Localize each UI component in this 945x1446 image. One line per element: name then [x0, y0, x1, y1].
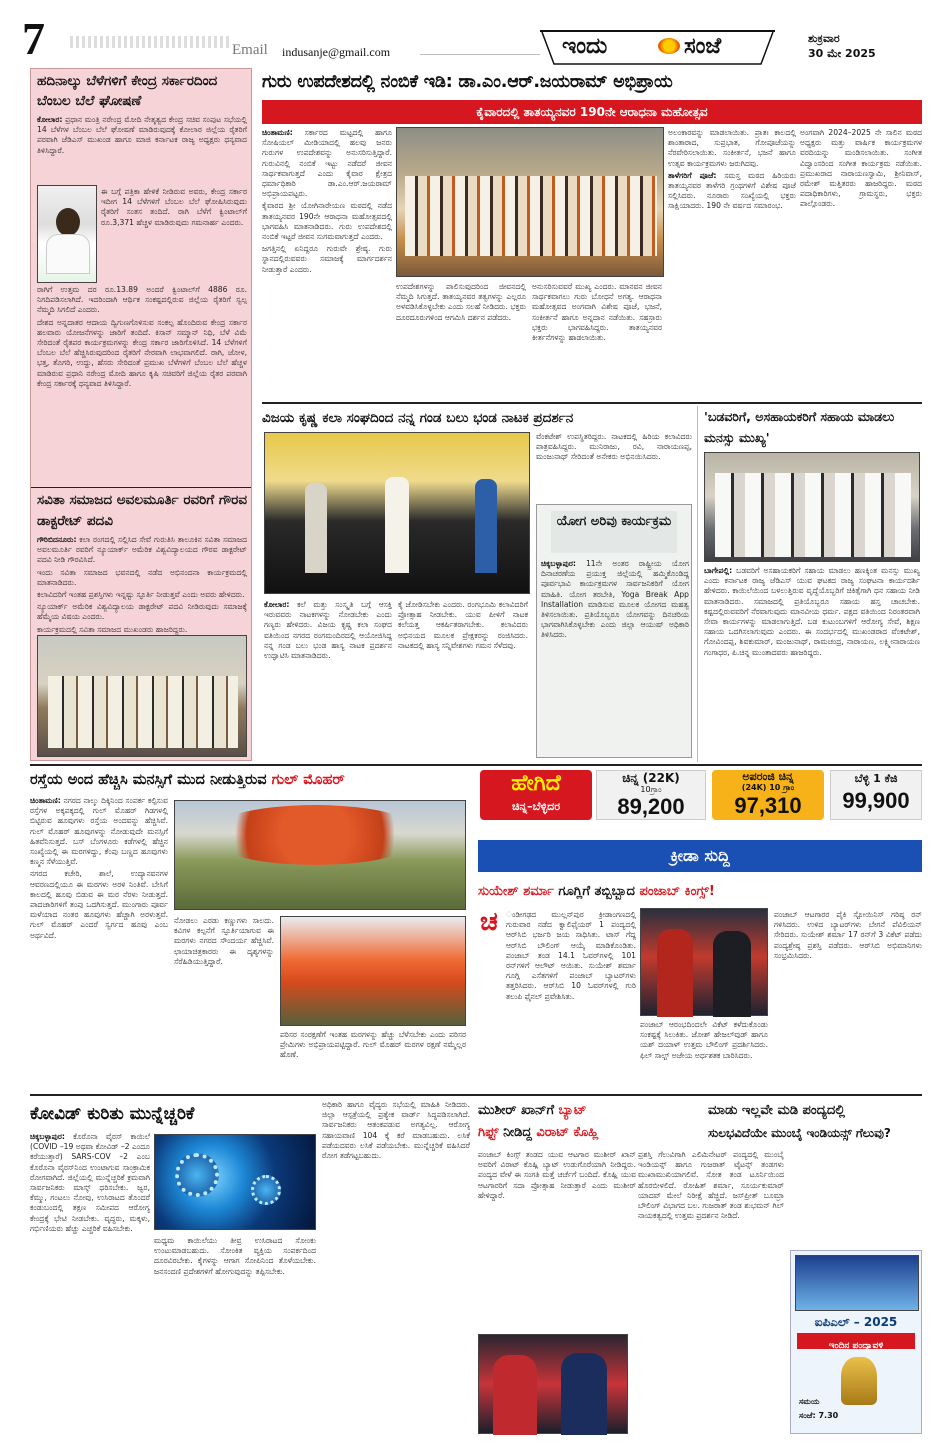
page-number: 7 — [22, 13, 45, 64]
left-column — [30, 68, 252, 761]
ipl-ad-sub: ಇಂದಿನ ಪಂದ್ಯಾವಳಿ — [828, 1341, 884, 1351]
drama-actor-2 — [385, 477, 409, 573]
left1-body-side — [101, 187, 247, 281]
group-figures — [48, 676, 238, 748]
lead-col2 — [396, 282, 526, 400]
gulmohar-headline-main: ರಸ್ತೆಯ ಅಂದ ಹೆಚ್ಚಿಸಿ ಮನಸ್ಸಿಗೆ ಮುದ ನೀಡುತ್ತಿರುವ — [30, 772, 267, 788]
lead-talk-label: ತಾಳೆಗರಿಗೆ ಪೂಜೆ: — [668, 170, 717, 180]
yoga-box — [536, 504, 692, 758]
drama-c1: ಕಲೆ ಮತ್ತು ಸಂಸ್ಕೃತಿ ಬಗ್ಗೆ ಆಸಕ್ತಿ ಇರುವವರು ನಾಟಕಗಳನ್ನು ನೋಡಬೇಕು ಎಂದು ಗಣ್ಯರು ಹೇಳಿದರು. ವಿಜಯ ಕೃಷ್ಣ ಕಲಾ ಸಂಘದ ವತಿಯಿಂದ ನಗರದ ರಂಗಮಂದಿರದಲ್ಲಿ ಆಯೋಜಿಸಿದ್ದ ನನ್ನ ಗಂಡ ಬಲು ಭಂಡ ಹಾಸ್ಯ ನಾಟಕ ಪ್ರದರ್ಶನ ಉದ್ಘಾಟಿಸಿ ಮಾತನಾಡಿದರು. — [264, 600, 392, 661]
lead-c1c: ಜಗತ್ತಿನಲ್ಲಿ ಏನಿದ್ದರೂ ಗುರುವೇ ಶ್ರೇಷ್ಠ. ಗುರು ಸ್ಥಾನದಲ್ಲಿರುವವರು ಸಮಾಜಕ್ಕೆ ಮಾರ್ಗದರ್ಶನ ನೀಡುತ್ತಾರೆ ಎಂದರು. — [262, 244, 392, 274]
masthead-weekday: ಶುಕ್ರವಾರ — [808, 32, 840, 45]
gulmohar-headline — [30, 768, 470, 792]
mid-rule — [30, 764, 922, 766]
ipl-ad-sub-bar — [797, 1333, 915, 1349]
logo-text-right: ಸಂಜೆ — [684, 34, 722, 59]
virus-icon-2 — [251, 1175, 281, 1205]
gulmohar-blossoms — [205, 805, 425, 865]
lead-headline: ಗುರು ಉಪದೇಶದಲ್ಲಿ ನಂಬಿಕೆ ಇಡಿ: ಡಾ.ಎಂ.ಆರ್.ಜಯರಾಮ್ ಅಭಿಪ್ರಾಯ — [262, 72, 673, 92]
gulmohar-col1 — [30, 796, 168, 1086]
lead-dateline: ಚಿಂತಾಮಣಿ: — [262, 128, 293, 137]
yoga-headline: ಯೋಗ ಅರಿವು ಕಾರ್ಯಕ್ರಮ — [556, 514, 672, 529]
drama-c2: ಕೈ ಜೋಡಿಸಬೇಕು ಎಂದರು. ರಂಗಭೂಮಿ ಕಲಾವಿದರಿಗೆ ಪ್ರೋತ್ಸಾಹ ನೀಡಬೇಕು. ಯುವ ಪೀಳಿಗೆ ನಾಟಕ ಕಲೆಯತ್ತ ಆಕರ್ಷಿತರಾಗಬೇಕು. ಕಲಾವಿದರು ಅಭಿನಯದ ಮೂಲಕ ಪ್ರೇಕ್ಷಕರನ್ನು ರಂಜಿಸಿದರು. ನಾಟಕದಲ್ಲಿ ಹಾಸ್ಯ ಸನ್ನಿವೇಶಗಳು ಗಮನ ಸೆಳೆದವು. — [398, 600, 528, 650]
gold-24k-label: ಅಪರಂಜಿ ಚಿನ್ನ — [742, 770, 794, 783]
portrait-face — [56, 208, 80, 236]
virat-headline-d: ನೀಡಿದ್ದ — [498, 1125, 537, 1140]
virat-headline-e: ವಿರಾಟ್ ಕೊಹ್ಲಿ — [536, 1125, 599, 1140]
gold-22k-unit: 10ಗ್ರಾಂ — [640, 785, 662, 794]
gulmohar-dateline: ಚಿಂತಾಮಣಿ: — [30, 796, 61, 805]
lead-col5 — [800, 128, 922, 400]
logo-text-left: ಇಂದು — [562, 34, 608, 59]
drama-photo — [264, 432, 530, 594]
sports-col1 — [506, 910, 636, 1090]
covid-dateline: ಚಿಕ್ಕಬಳ್ಳಾಪುರ: — [30, 1132, 65, 1141]
sports-c3: ಪಂಜಾಬ್ ಆಟಗಾರರ ಪೈಕಿ ಸ್ಟೋಯಿನಿಸ್ ಗರಿಷ್ಠ ರನ್ ಗಳಿಸಿದರು. ಉಳಿದ ಬ್ಯಾಟರ್‌ಗಳು ಬೇಗನೆ ಪೆವಿಲಿಯನ್ ಸೇರಿದರು. ಸುಯೇಶ್ ಶರ್ಮಾ 17 ರನ್‌ಗೆ 3 ವಿಕೆಟ್ ಪಡೆದು ಪಂದ್ಯಶ್ರೇಷ್ಠ ಪ್ರಶಸ್ತಿ ಪಡೆದರು. ಆರ್‌ಸಿಬಿ ಅಭಿಮಾನಿಗಳು ಸಂಭ್ರಮಿಸಿದರು. — [774, 910, 922, 960]
drama-headline: ವಿಜಯ ಕೃಷ್ಣ ಕಲಾ ಸಂಘದಿಂದ ನನ್ನ ಗಂಡ ಬಲು ಭಂಡ ನಾಟಕ ಪ್ರದರ್ಶನ — [262, 410, 574, 426]
portrait-body — [46, 234, 90, 274]
lead-photo-crowd — [405, 176, 657, 256]
gulmohar-headline-accent: ಗುಲ್ ಮೊಹರ್ — [271, 772, 345, 788]
drama-col3 — [536, 432, 692, 502]
sports-headline — [478, 880, 922, 904]
virat-photo — [478, 1334, 628, 1434]
left1-body-bottom — [37, 285, 247, 483]
gold-title-box — [480, 770, 592, 820]
drama-c3: ವೆಂಕಟೇಶ್ ಉಪಸ್ಥಿತರಿದ್ದರು. ನಾಟಕದಲ್ಲಿ ಹಿರಿಯ ಕಲಾವಿದರು ಪಾತ್ರವಹಿಸಿದ್ದರು. ಮುನಿರಾಜು, ರವಿ, ನಾರಾಯಣಪ್ಪ, ಮಂಜುನಾಥ್ ಸೇರಿದಂತೆ ಅನೇಕರು ಅಭಿನಯಿಸಿದರು. — [536, 432, 692, 462]
covid-col1 — [30, 1132, 150, 1432]
covid-virus-image — [154, 1134, 316, 1230]
virat-headline-a: ಮುಶೀರ್ ಖಾನ್‌ಗೆ — [478, 1103, 555, 1118]
left2-p2: ಇಂದು ಸವಿತಾ ಸಮಾಜದ ಭವನದಲ್ಲಿ ನಡೆದ ಅಭಿನಂದನಾ ಕಾರ್ಯಕ್ರಮದಲ್ಲಿ ಮಾತನಾಡಿದರು. — [37, 567, 247, 587]
left1-p2: ಈ ಬಗ್ಗೆ ಪತ್ರಿಕಾ ಹೇಳಿಕೆ ನೀಡಿರುವ ಅವರು, ಕೇಂದ್ರ ಸರ್ಕಾರ ಇದೀಗ 14 ಬೆಳೆಗಳಿಗೆ ಬೆಂಬಲ ಬೆಲೆ ಘೋಷಿಸಿರುವುದು ರೈತರಿಗೆ ಸಂತಸ ತಂದಿದೆ. ರಾಗಿ ಬೆಳೆಗೆ ಕ್ವಿಂಟಾಲ್‌ಗೆ ರೂ.3,371 ಹೆಚ್ಚಳ ಮಾಡಿರುವುದು ಗಮನಾರ್ಹ ಎಂದರು. — [101, 187, 247, 227]
lead-c1: ಸರ್ಕಾರದ ಮಟ್ಟದಲ್ಲಿ ಹಾಗೂ ಸೋಷಿಯಲ್ ಮೀಡಿಯಾದಲ್ಲಿ ಹಲವು ಜನರು ಗುರುಗಳ ಉಪದೇಶವನ್ನು ಅನುಸರಿಸುತ್ತಿದ್ದಾರೆ. ಗುರುವಿನಲ್ಲಿ ನಂಬಿಕೆ ಇಟ್ಟು ನಡೆದರೆ ಜೀವನ ಸಾರ್ಥಕವಾಗುತ್ತದೆ ಎಂದು ಕೈವಾರ ಕ್ಷೇತ್ರದ ಧರ್ಮಾಧಿಕಾರಿ ಡಾ.ಎಂ.ಆರ್.ಜಯರಾಮ್ ಅಭಿಪ್ರಾಯಪಟ್ಟರು. — [262, 128, 392, 199]
virat-headline-c: ಗಿಫ್ಟ್ — [478, 1125, 499, 1140]
lead-c4: ಅಲಂಕಾರವನ್ನು ಮಾಡಲಾಯಿತು. ಪ್ರಾತಃ ಕಾಲದಲ್ಲಿ ಶಾಂತಾರಾದ, ಸುಪ್ರಭಾತ, ಗೋಪೂಜೆಯನ್ನು ನೆರವೇರಿಸಲಾಯಿತು. ಸಂಕೀರ್ತನೆ, ಭಜನೆ ಹಾಗೂ ಉತ್ಸವ ಕಾರ್ಯಕ್ರಮಗಳು ಜರುಗಿದವು. — [668, 128, 796, 168]
politician-photo — [37, 185, 97, 283]
help-text: ಬಡವರಿಗೆ ಅಸಹಾಯಕರಿಗೆ ಸಹಾಯ ಮಾಡಲು ಹಣಕ್ಕಿಂತ ಮನಸ್ಸು ಮುಖ್ಯ ಎಂದು ಕರ್ನಾಟಕ ರಾಜ್ಯ ಜೆಡಿಎಸ್ ಯುವ ಘಟಕದ ರಾಜ್ಯ ಸಂಘಟನಾ ಕಾರ್ಯದರ್ಶಿ ಹೇಳಿದರು. ಕಾಯಿಲೆಯಿಂದ ಬಳಲುತ್ತಿರುವ ವೃದ್ಧೆಯೊಬ್ಬರಿಗೆ ಚಿಕಿತ್ಸೆಗಾಗಿ ಧನ ಸಹಾಯ ನೀಡಿ ಮಾತನಾಡಿದರು. ಸಮಾಜದಲ್ಲಿ ಪ್ರತಿಯೊಬ್ಬರೂ ಸಹಾಯ ಹಸ್ತ ಚಾಚಬೇಕು. ಕಷ್ಟದಲ್ಲಿರುವವರಿಗೆ ನೆರವಾಗುವುದು ಮಾನವೀಯ ಧರ್ಮ. ಪಕ್ಷದ ವತಿಯಿಂದ ನಿರಂತರವಾಗಿ ಸೇವಾ ಕಾರ್ಯಗಳನ್ನು ಮಾಡಲಾಗುತ್ತಿದೆ. ಬಡ ಕುಟುಂಬಗಳಿಗೆ ಆರೋಗ್ಯ ಸೇವೆ, ಶಿಕ್ಷಣ ಸಹಾಯ ಒದಗಿಸಲಾಗುವುದು ಎಂದರು. ಈ ಸಂದರ್ಭದಲ್ಲಿ ಮುಖಂಡರಾದ ವೆಂಕಟೇಶ್, ಗೋವಿಂದಪ್ಪ, ಶಿವಕುಮಾರ್, ಮಂಜುನಾಥ್, ರಾಮಚಂದ್ರ, ನಾರಾಯಣ, ಲಕ್ಷ್ಮೀನಾರಾಯಣ ಗಂಗಾಧರ, ಪಿ.ಚಿನ್ನ ಮುಂತಾದವರು ಹಾಜರಿದ್ದರು. — [704, 566, 920, 657]
mumbai-headline — [708, 1100, 922, 1144]
lead-col3 — [532, 282, 662, 400]
virat-headline — [478, 1100, 698, 1144]
help-photo-people — [715, 473, 911, 557]
sports-c1: ಂಡೀಗಢದ ಮುಲ್ಲನ್‌ಪುರ ಕ್ರೀಡಾಂಗಣದಲ್ಲಿ ಗುರುವಾರ ನಡೆದ ಕ್ವಾಲಿಫೈಯರ್ 1 ಪಂದ್ಯದಲ್ಲಿ ಆರ್‌ಸಿಬಿ ಭರ್ಜರಿ ಜಯ ಸಾಧಿಸಿತು. ಟಾಸ್ ಗೆದ್ದ ಆರ್‌ಸಿಬಿ ಬೌಲಿಂಗ್ ಆಯ್ಕೆ ಮಾಡಿಕೊಂಡಿತು. ಪಂಜಾಬ್ ತಂಡ 14.1 ಓವರ್‌ಗಳಲ್ಲಿ 101 ರನ್‌ಗಳಿಗೆ ಆಲೌಟ್ ಆಯಿತು. ಸುಯೇಶ್ ಶರ್ಮಾ ಗೂಗ್ಲಿ ಎಸೆತಗಳಿಗೆ ಪಂಜಾಬ್ ಬ್ಯಾಟರ್‌ಗಳು ತತ್ತರಿಸಿದರು. ಆರ್‌ಸಿಬಿ 10 ಓವರ್‌ಗಳಲ್ಲಿ ಗುರಿ ತಲುಪಿ ಫೈನಲ್ ಪ್ರವೇಶಿಸಿತು. — [506, 910, 636, 1001]
virat-player-1 — [493, 1355, 537, 1435]
gulmohar-c1b: ನಗರದ ಕಚೇರಿ, ಶಾಲೆ, ಉದ್ಯಾನವನಗಳ ಆವರಣದಲ್ಲಿಯೂ ಈ ಮರಗಳು ಅರಳಿ ನಿಂತಿವೆ. ಬೇಸಿಗೆ ಕಾಲದಲ್ಲಿ ಹೂವು ಬಿಡುವ ಈ ಮರ ನೆರಳು ನೀಡುತ್ತದೆ. ಪಾದಚಾರಿಗಳಿಗೆ ತಂಪು ಒದಗಿಸುತ್ತದೆ. ಮುಂಗಾರು ಪೂರ್ವ ಮಳೆಯಾದ ನಂತರ ಹೂವುಗಳು ಹೆಚ್ಚಾಗಿ ಅರಳುತ್ತವೆ. ಗುಲ್ ಮೊಹರ್ ಎಂದರೆ ಸ್ವರ್ಗದ ಹೂವು ಎಂಬ ಅರ್ಥವಿದೆ. — [30, 869, 168, 940]
sports-col3 — [774, 910, 922, 1090]
sports-headline-b: ಗೂಗ್ಲಿಗೆ ತಬ್ಬಿಬ್ಬಾದ — [553, 884, 640, 899]
left1-dateline: ಕೋಲಾರ: — [37, 115, 63, 124]
lead-c5: ಅಂಗವಾಗಿ 2024–2025 ನೇ ಸಾಲಿನ ಮಠದ ಅಧ್ಯಕ್ಷರು ಮತ್ತು ವಾರ್ಷಿಕ ಕಾರ್ಯಕ್ರಮಗಳ ವರದಿಯನ್ನು ಮಂಡಿಸಲಾಯಿತು. ಸಂಗೀತ ವಿದ್ವಾಂಸರಿಂದ ಸಂಗೀತ ಕಾರ್ಯಕ್ರಮ ನಡೆಯಿತು. ಪ್ರಮುಖರಾದ ನಾರಾಯಣಸ್ವಾಮಿ, ಶ್ರೀನಿವಾಸ್, ರಮೇಶ್ ಮತ್ತಿತರರು ಹಾಜರಿದ್ದರು. ಮಠದ ಪದಾಧಿಕಾರಿಗಳು, ಗ್ರಾಮಸ್ಥರು, ಭಕ್ತರು ಪಾಲ್ಗೊಂಡರು. — [800, 128, 922, 209]
drama-col1 — [264, 600, 392, 758]
felicitation-photo — [37, 635, 247, 757]
lead-c1b: ಕೈವಾರದ ಶ್ರೀ ಯೋಗಿನಾರೇಯಣ ಮಠದಲ್ಲಿ ನಡೆದ ತಾತಯ್ಯನವರ 190ನೇ ಆರಾಧನಾ ಮಹೋತ್ಸವದಲ್ಲಿ ಭಾಗವಹಿಸಿ ಮಾತನಾಡಿದರು. ಗುರು ಉಪದೇಶದಲ್ಲಿ ನಂಬಿಕೆ ಇಟ್ಟರೆ ಜೀವನ ಸುಗಮವಾಗುತ್ತದೆ ಎಂದರು. — [262, 201, 392, 242]
yoga-text: 11ನೇ ಅಂತರ ರಾಷ್ಟ್ರೀಯ ಯೋಗ ದಿನಾಚರಣೆಯ ಪ್ರಯುಕ್ತ ಜಿಲ್ಲೆಯಲ್ಲಿ ಹಮ್ಮಿಕೊಂಡಿದ್ದ ಪೂರ್ವಭಾವಿ ಕಾರ್ಯಕ್ರಮಗಳ ಸಾರ್ವಜನಿಕರಿಗೆ ಯೋಗ ಮಾಹಿತಿ. ಯೋಗ ತರಬೇತಿ, Yoga Break App Installation ಮಾಡಿಸುವ ಮೂಲಕ ಯೋಗದ ಮಹತ್ವ ತಿಳಿಸಲಾಯಿತು. ಪ್ರತಿಯೊಬ್ಬರೂ ಯೋಗವನ್ನು ದಿನಚರಿಯ ಭಾಗವಾಗಿಸಿಕೊಳ್ಳಬೇಕು ಎಂದು ಜಿಲ್ಲಾ ಆಯುಷ್ ಅಧಿಕಾರಿ ತಿಳಿಸಿದರು. — [541, 559, 689, 640]
yoga-body — [541, 559, 689, 755]
gulmohar-photo-bottom — [280, 916, 466, 1026]
sports-headline-a: ಸುಯೇಶ್ ಶರ್ಮಾ — [478, 884, 554, 899]
gulmohar-c1: ನಗರದ ನಾಲ್ಕು ದಿಕ್ಕಿನಿಂದ ಸಂಪರ್ಕ ಕಲ್ಪಿಸುವ ರಸ್ತೆಗಳ ಅಕ್ಕಪಕ್ಕದಲ್ಲಿ ಗುಲ್ ಮೊಹರ್ ಗಿಡಗಳಲ್ಲಿ ಬಿಟ್ಟಿರುವ ಹೂವುಗಳು ರಸ್ತೆಯ ಅಂದವನ್ನು ಹೆಚ್ಚಿಸಿವೆ. ಗುಲ್ ಮೊಹರ್ ಹೂವುಗಳನ್ನು ನೋಡುವುದೇ ಮನಸ್ಸಿಗೆ ಹಿತವೆನಿಸುತ್ತದೆ. ಬಸ್ ಬೆಂಗಳೂರು ಕಡೆಗಳಲ್ಲಿ ಹೆಚ್ಚಿನ ಸಂಖ್ಯೆಯಲ್ಲಿ ಈ ಮರಗಳಿದ್ದು, ಕೆಂಪು ಬಣ್ಣದ ಹೂವುಗಳು ಕಣ್ಮನ ಸೆಳೆಯುತ್ತಿವೆ. — [30, 796, 168, 867]
sports-dropcap: ಚ — [480, 907, 498, 937]
covid-col3 — [322, 1100, 470, 1432]
yoga-dateline: ಚಿಕ್ಕಬಳ್ಳಾಪುರ: — [541, 559, 576, 568]
drama-actor-1 — [305, 483, 327, 573]
left1-headline: ಹದಿನಾಲ್ಕು ಬೆಳೆಗಳಿಗೆ ಕೇಂದ್ರ ಸರ್ಕಾರದಿಂದ ಬೆಂಬಲ ಬೆಲೆ ಘೋಷಣೆ — [37, 73, 218, 109]
player-1 — [657, 929, 693, 1017]
ipl-ad-time: ಸಂಜೆ: 7.30 — [799, 1411, 839, 1420]
virat-text: ಪಂಜಾಬ್ ಕಿಂಗ್ಸ್ ತಂಡದ ಯುವ ಆಟಗಾರ ಮುಶೀರ್ ಖಾನ್ ಅವರಿಗೆ ವಿರಾಟ್ ಕೊಹ್ಲಿ ಬ್ಯಾಟ್ ಉಡುಗೊರೆಯಾಗಿ ನೀಡಿದ್ದರು. ಪಂದ್ಯದ ವೇಳೆ ಈ ಸಂಗತಿ ಮತ್ತೆ ಚರ್ಚೆಗೆ ಬಂದಿದೆ. ಕೊಹ್ಲಿ ಯುವ ಆಟಗಾರರಿಗೆ ಸದಾ ಪ್ರೋತ್ಸಾಹ ನೀಡುತ್ತಾರೆ ಎಂದು ಮುಶೀರ್ ಹೇಳಿದ್ದಾರೆ. — [478, 1150, 636, 1200]
drama-divider — [697, 406, 698, 762]
masthead-logo — [540, 30, 775, 64]
lead-photo — [396, 127, 664, 277]
drama-dateline: ಕೋಲಾರ: — [264, 600, 290, 609]
covid-c3: ಅಧಿಕಾರಿ ಹಾಗೂ ವೈದ್ಯರು ಸಭೆಯಲ್ಲಿ ಮಾಹಿತಿ ನೀಡಿದರು. ಜಿಲ್ಲಾ ಆಸ್ಪತ್ರೆಯಲ್ಲಿ ಪ್ರತ್ಯೇಕ ವಾರ್ಡ್ ಸಿದ್ಧಪಡಿಸಲಾಗಿದೆ. ಸಾರ್ವಜನಿಕರು ಆತಂಕಪಡುವ ಅಗತ್ಯವಿಲ್ಲ. ಆರೋಗ್ಯ ಸಹಾಯವಾಣಿ 104 ಕ್ಕೆ ಕರೆ ಮಾಡಬಹುದು. ಲಸಿಕೆ ಪಡೆಯದವರು ಲಸಿಕೆ ಪಡೆಯಬೇಕು. ಮುನ್ನೆಚ್ಚರಿಕೆ ವಹಿಸಿದರೆ ರೋಗ ತಡೆಗಟ್ಟಬಹುದು. — [322, 1100, 470, 1161]
covid-headline: ಕೋವಿಡ್ ಕುರಿತು ಮುನ್ನೆಚ್ಚರಿಕೆ — [30, 1104, 195, 1124]
sports-headline-c: ಪಂಜಾಬ್ ಕಿಂಗ್ಸ್! — [639, 884, 715, 899]
ipl-trophy-icon — [841, 1357, 877, 1405]
covid-c1: ಕೊರೊನಾ ವೈರಸ್ ಕಾಯಿಲೆ (COVID –19 ಅಥವಾ ಕೋವಿಡ್ –2 ಎಂದೂ ಕರೆಯುತ್ತಾರೆ) SARS-COV –2 ಎಂಬ ಕೊರೊನಾ ವೈರಸ್‌ನಿಂದ ಉಂಟಾಗುವ ಸಾಂಕ್ರಾಮಿಕ ರೋಗವಾಗಿದೆ. ಜಿಲ್ಲೆಯಲ್ಲಿ ಮುನ್ನೆಚ್ಚರಿಕೆ ಕ್ರಮವಾಗಿ ಸಾರ್ವಜನಿಕರು ಮಾಸ್ಕ್ ಧರಿಸಬೇಕು. ಜ್ವರ, ಕೆಮ್ಮು, ಗಂಟಲು ನೋವು, ಉಸಿರಾಟದ ತೊಂದರೆ ಕಂಡುಬಂದಲ್ಲಿ ತಕ್ಷಣ ಸಮೀಪದ ಆರೋಗ್ಯ ಕೇಂದ್ರಕ್ಕೆ ಭೇಟಿ ನೀಡಬೇಕು. ವೃದ್ಧರು, ಮಕ್ಕಳು, ಗರ್ಭಿಣಿಯರು ಹೆಚ್ಚು ಎಚ್ಚರಿಕೆ ವಹಿಸಬೇಕು. — [30, 1132, 150, 1233]
sports-col2 — [640, 1020, 768, 1090]
covid-col2 — [154, 1236, 316, 1432]
left2-headline: ಸವಿತಾ ಸಮಾಜದ ಅವಲಮೂರ್ತಿ ರವರಿಗೆ ಗೌರವ ಡಾಕ್ಟರೇಟ್ ಪದವಿ — [37, 492, 247, 529]
lead-col4 — [668, 128, 796, 400]
covid-c2: ಮಧ್ಯಮ ಕಾಯಿಲೆಯು ತೀವ್ರ ಉಸಿರಾಟದ ಸೋಂಕು ಉಂಟುಮಾಡಬಹುದು. ಸೋಂಕಿತ ವ್ಯಕ್ತಿಯ ಸಂಪರ್ಕದಿಂದ ದೂರವಿರಬೇಕು. ಕೈಗಳನ್ನು ಆಗಾಗ ಸೋಪಿನಿಂದ ತೊಳೆಯಬೇಕು. ಜನಸಂದಣಿ ಪ್ರದೇಶಗಳಿಗೆ ಹೋಗುವುದನ್ನು ತಪ್ಪಿಸಬೇಕು. — [154, 1236, 316, 1276]
lead-bottom-rule — [262, 402, 922, 404]
ipl-ad-title: ಐಪಿಎಲ್ – 2025 — [814, 1315, 898, 1329]
lead-c4b: ಸಮಸ್ತ ಮಠದ ಹಿರಿಯರು ತಾತಯ್ಯನವರ ತಾಳೆಗರಿ ಗ್ರಂಥಗಳಿಗೆ ವಿಶೇಷ ಪೂಜೆ ಸಲ್ಲಿಸಿದರು. ನೂರಾರು ಸಂಖ್ಯೆಯಲ್ಲಿ ಭಕ್ತರು ಸಾಕ್ಷಿಯಾದರು. 190 ನೇ ವರ್ಷದ ಸಮಾರಂಭ. — [668, 170, 796, 211]
sports-banner — [478, 840, 922, 872]
lower-rule — [30, 1094, 922, 1096]
email-icon — [70, 36, 230, 48]
left-divider — [31, 487, 251, 488]
ipl-ad-players — [795, 1255, 919, 1311]
silver-card — [830, 770, 922, 820]
lead-subhead-bar — [262, 100, 922, 124]
sports-c2: ಪಂಜಾಬ್ ಆರಂಭದಿಂದಲೇ ವಿಕೆಟ್ ಕಳೆದುಕೊಂಡು ಸಂಕಷ್ಟಕ್ಕೆ ಸಿಲುಕಿತು. ಜೋಶ್ ಹೇಜಲ್‌ವುಡ್ ಹಾಗೂ ಯಶ್ ದಯಾಳ್ ಉತ್ತಮ ಬೌಲಿಂಗ್ ಪ್ರದರ್ಶಿಸಿದರು. ಫಿಲ್ ಸಾಲ್ಟ್ ಅಜೇಯ ಅರ್ಧಶತಕ ಬಾರಿಸಿದರು. — [640, 1020, 768, 1060]
left1-p3: ರಾಗಿಗೆ ಉತ್ತಮ ದರ ರೂ.13.89 ಅಂದರೆ ಕ್ವಿಂಟಾಲ್‌ಗೆ 4886 ರೂ. ನಿಗದಿಪಡಿಸಲಾಗಿದೆ. ಇದರಿಂದಾಗಿ ಆರ್ಥಿಕ ಸಂಕಷ್ಟದಲ್ಲಿರುವ ಜಿಲ್ಲೆಯ ರೈತರಿಗೆ ಸ್ವಲ್ಪ ನೆಮ್ಮದಿ ಸಿಗಲಿದೆ ಎಂದರು. — [37, 285, 247, 315]
sports-photo — [640, 908, 768, 1016]
silver-price: 99,900 — [842, 788, 910, 813]
left1-p4: ದೇಶದ ಅನ್ನದಾತರ ಆದಾಯ ದ್ವಿಗುಣಗೊಳಿಸುವ ಸಂಕಲ್ಪ ಹೊಂದಿರುವ ಕೇಂದ್ರ ಸರ್ಕಾರ ಹಲವಾರು ಯೋಜನೆಗಳನ್ನು ಜಾರಿಗೆ ತಂದಿದೆ. ಕಿಸಾನ್ ಸಮ್ಮಾನ್ ನಿಧಿ, ಬೆಳೆ ವಿಮೆ ಸೇರಿದಂತೆ ರೈತಪರ ಕಾರ್ಯಕ್ರಮಗಳನ್ನು ಕೇಂದ್ರ ಸರ್ಕಾರ ಜಾರಿಗೊಳಿಸಿದೆ. 14 ಬೆಳೆಗಳಿಗೆ ಬೆಂಬಲ ಬೆಲೆ ಹೆಚ್ಚಿಸಿರುವುದರಿಂದ ರೈತರಿಗೆ ನೇರವಾಗಿ ಲಾಭವಾಗಲಿದೆ. ರಾಗಿ, ಜೋಳ, ಭತ್ತ, ತೊಗರಿ, ಉದ್ದು, ಹೆಸರು ಸೇರಿದಂತೆ ಪ್ರಮುಖ ಬೆಳೆಗಳಿಗೆ ಬೆಂಬಲ ಬೆಲೆ ಹೆಚ್ಚಳ ಮಾಡಿರುವ ಪ್ರಧಾನಿ ನರೇಂದ್ರ ಮೋದಿ ಹಾಗೂ ಕೃಷಿ ಸಚಿವರಿಗೆ ಜಿಲ್ಲೆಯ ರೈತರ ಪರವಾಗಿ ಕೇಂದ್ರ ಸರ್ಕಾರಕ್ಕೆ ಧನ್ಯವಾದ ತಿಳಿಸಿದ್ದಾರೆ. — [37, 317, 247, 388]
sports-banner-text: ಕ್ರೀಡಾ ಸುದ್ದಿ — [670, 846, 730, 865]
lead-subhead: ಕೈವಾರದಲ್ಲಿ ತಾತಯ್ಯನವರ 190ನೇ ಆರಾಧನಾ ಮಹೋತ್ಸವ — [476, 105, 708, 119]
gold-title-bottom: ಚಿನ್ನ–ಬೆಳ್ಳಿದರ — [511, 800, 561, 813]
lead-c3: ಅನುಸರಿಸುವವರೆ ಮುಖ್ಯ ಎಂದರು. ಮಾನವನ ಜೀವನ ಸಾರ್ಥಕವಾಗಲು ಗುರು ಬೋಧನೆ ಅಗತ್ಯ. ಆರಾಧನಾ ಮಹೋತ್ಸವದ ಅಂಗವಾಗಿ ವಿಶೇಷ ಪೂಜೆ, ಭಜನೆ, ಸಂಕೀರ್ತನೆ ಹಾಗೂ ಅನ್ನದಾನ ನಡೆಯಿತು. ಸಹಸ್ರಾರು ಭಕ್ತರು ಭಾಗವಹಿಸಿದ್ದರು. ತಾತಯ್ಯನವರ ಕೀರ್ತನೆಗಳನ್ನು ಹಾಡಲಾಯಿತು. — [532, 282, 662, 343]
virus-icon — [175, 1153, 219, 1197]
help-dateline: ಬಾಗೇಪಲ್ಲಿ: — [704, 566, 733, 575]
drama-actor-3 — [475, 479, 497, 573]
ipl-ad — [790, 1250, 922, 1434]
masthead-date: 30 ಮೇ 2025 — [808, 47, 876, 60]
gulmohar-col2 — [174, 916, 274, 1086]
lead-c2: ಉಪದೇಶಗಳನ್ನು ಪಾಲಿಸುವುದರಿಂದ ಜೀವನದಲ್ಲಿ ನೆಮ್ಮದಿ ಸಿಗುತ್ತದೆ. ತಾತಯ್ಯನವರ ತತ್ವಗಳನ್ನು ಎಲ್ಲರೂ ಅಳವಡಿಸಿಕೊಳ್ಳಬೇಕು ಎಂದು ಸಲಹೆ ನೀಡಿದರು. ಭಕ್ತರು ದೂರದೂರುಗಳಿಂದ ಆಗಮಿಸಿ ದರ್ಶನ ಪಡೆದರು. — [396, 282, 526, 322]
help-headline: 'ಬಡವರಿಗೆ, ಅಸಹಾಯಕರಿಗೆ ಸಹಾಯ ಮಾಡಲು ಮನಸ್ಸು ಮುಖ್ಯ' — [704, 409, 895, 445]
gold-24k-price: 97,310 — [734, 793, 802, 818]
virat-headline-b: ಬ್ಯಾಟ್ — [554, 1103, 587, 1118]
mumbai-headline-b: ಸುಲಭವಿದೆಯೇ ಮುಂಬೈ ಇಂಡಿಯನ್ಸ್ ಗೆಲುವು? — [708, 1126, 891, 1140]
mumbai-text: ಪ್ರಶಸ್ತಿ ಗೆಲುವಿಗಾಗಿ ಎಲಿಮಿನೇಟರ್ ಪಂದ್ಯದಲ್ಲಿ ಮುಂಬೈ ಇಂಡಿಯನ್ಸ್ ಹಾಗೂ ಗುಜರಾತ್ ಟೈಟನ್ಸ್ ತಂಡಗಳು ಮುಖಾಮುಖಿಯಾಗಲಿವೆ. ಸೋತ ತಂಡ ಟೂರ್ನಿಯಿಂದ ಹೊರಬೀಳಲಿದೆ. ರೋಹಿತ್ ಶರ್ಮಾ, ಸೂರ್ಯಕುಮಾರ್ ಯಾದವ್ ಮೇಲೆ ನಿರೀಕ್ಷೆ ಹೆಚ್ಚಿದೆ. ಜಸ್‌ಪ್ರೀತ್ ಬೂಮ್ರಾ ಬೌಲಿಂಗ್ ವಿಭಾಗದ ಬಲ. ಗುಜರಾತ್ ತಂಡ ಶುಭಮನ್ ಗಿಲ್ ನಾಯಕತ್ವದಲ್ಲಿ ಉತ್ತಮ ಪ್ರದರ್ಶನ ನೀಡಿದೆ. — [638, 1150, 784, 1221]
gold-22k-label: ಚಿನ್ನ (22K) — [622, 771, 680, 785]
gold-title-top: ಹೇಗಿದೆ — [511, 771, 561, 796]
virat-player-2 — [561, 1353, 607, 1435]
email-line — [420, 54, 540, 55]
player-2 — [713, 931, 751, 1017]
logo-sun-icon — [658, 38, 680, 54]
email-label: Email — [232, 42, 268, 58]
gold-24k-unit: (24K) 10 ಗ್ರಾಂ — [741, 783, 795, 792]
masthead — [0, 0, 945, 68]
left2-p3: ಕಲಾವಿದರಿಗೆ ಇಂತಹ ಪ್ರಶಸ್ತಿಗಳು ಇನ್ನಷ್ಟು ಸ್ಫೂರ್ತಿ ನೀಡುತ್ತವೆ ಎಂದು ಅವರು ಹೇಳಿದರು. — [37, 590, 245, 600]
gulmohar-c2: ನೋಡಲು ಎರಡು ಕಣ್ಣುಗಳು ಸಾಲದು. ಕವಿಗಳ ಕಲ್ಪನೆಗೆ ಸ್ಫೂರ್ತಿಯಾಗುವ ಈ ಮರಗಳು ನಗರದ ಸೌಂದರ್ಯ ಹೆಚ್ಚಿಸಿವೆ. ಛಾಯಾಚಿತ್ರಕಾರರು ಈ ದೃಶ್ಯಗಳನ್ನು ಸೆರೆಹಿಡಿಯುತ್ತಿದ್ದಾರೆ. — [174, 916, 274, 966]
left2-p4: ನ್ಯೂಯಾರ್ಕ್ ಅಮೆರಿಕ ವಿಶ್ವವಿದ್ಯಾಲಯ ಡಾಕ್ಟರೇಟ್ ಪದವಿ ನೀಡಿರುವುದು ಸಮಾಜಕ್ಕೆ ಹೆಮ್ಮೆಯ ವಿಷಯ ಎಂದರು. — [37, 602, 247, 622]
left1-p1: ಪ್ರಧಾನ ಮಂತ್ರಿ ನರೇಂದ್ರ ಮೋದಿ ನೇತೃತ್ವದ ಕೇಂದ್ರ ಸಚಿವ ಸಂಪುಟ ಸಭೆಯಲ್ಲಿ 14 ಬೆಳೆಗಳ ಬೆಂಬಲ ಬೆಲೆ ಘೋಷಣೆ ಮಾಡಿರುವುದಕ್ಕೆ ಕೋಲಾರ ಜಿಲ್ಲೆಯ ರೈತರಿಗೆ ಪರವಾಗಿ ಜೆಡಿಎಸ್ ಮುಖಂಡ ಹಾಗೂ ಮಾಜಿ ಕರ್ನಾಟಕ ರಾಜ್ಯ ಅಧ್ಯಕ್ಷರು ಧನ್ಯವಾದ ತಿಳಿಸಿದ್ದಾರೆ. — [37, 115, 247, 155]
left2-p1: ಕಲಾ ರಂಗದಲ್ಲಿ ಸಲ್ಲಿಸಿದ ಸೇವೆ ಗುರುತಿಸಿ ತಾಲೂಕಿನ ಸವಿತಾ ಸಮಾಜದ ಅವಲಮೂರ್ತಿ ರವರಿಗೆ ನ್ಯೂಯಾರ್ಕ್ ಅಮೆರಿಕ ವಿಶ್ವವಿದ್ಯಾಲಯದ ಗೌರವ ಡಾಕ್ಟರೇಟ್ ಪದವಿ ನೀಡಿ ಗೌರವಿಸಿದೆ. — [37, 535, 247, 565]
left1-body-top — [37, 115, 247, 187]
email-address[interactable]: indusanje@gmail.com — [282, 45, 391, 59]
gulmohar-c3: ಪರಿಸರ ಸಂರಕ್ಷಣೆಗೆ ಇಂತಹ ಮರಗಳನ್ನು ಹೆಚ್ಚು ಬೆಳೆಸಬೇಕು ಎಂದು ಪರಿಸರ ಪ್ರೇಮಿಗಳು ಅಭಿಪ್ರಾಯಪಟ್ಟಿದ್ದಾರೆ. ಗುಲ್ ಮೊಹರ್ ಮರಗಳ ರಕ್ಷಣೆ ನಮ್ಮೆಲ್ಲರ ಹೊಣೆ. — [280, 1030, 466, 1060]
gold-24k-card — [712, 770, 824, 820]
help-body — [704, 566, 920, 758]
gold-22k-price: 89,200 — [617, 794, 685, 819]
left2-p5: ಕಾರ್ಯಕ್ರಮದಲ್ಲಿ ಸವಿತಾ ಸಮಾಜದ ಮುಖಂಡರು ಹಾಜರಿದ್ದರು. — [37, 624, 188, 634]
mumbai-body — [638, 1150, 784, 1434]
lead-col1 — [262, 128, 392, 400]
gold-22k-card — [596, 770, 706, 820]
ipl-ad-time-label: ಸಮಯ — [799, 1397, 820, 1406]
drama-col2 — [398, 600, 528, 758]
silver-label: ಬೆಳ್ಳಿ 1 ಕೆಜಿ — [854, 772, 898, 785]
left2-dateline: ಗೌರಿಬಿದನೂರು: — [37, 535, 77, 544]
help-photo — [704, 452, 920, 562]
gulmohar-col3 — [280, 1030, 466, 1086]
virat-body — [478, 1150, 636, 1330]
mumbai-headline-a: ಮಾಡು ಇಲ್ಲವೇ ಮಡಿ ಪಂದ್ಯದಲ್ಲಿ — [708, 1103, 846, 1118]
gulmohar-photo-top — [174, 800, 466, 910]
